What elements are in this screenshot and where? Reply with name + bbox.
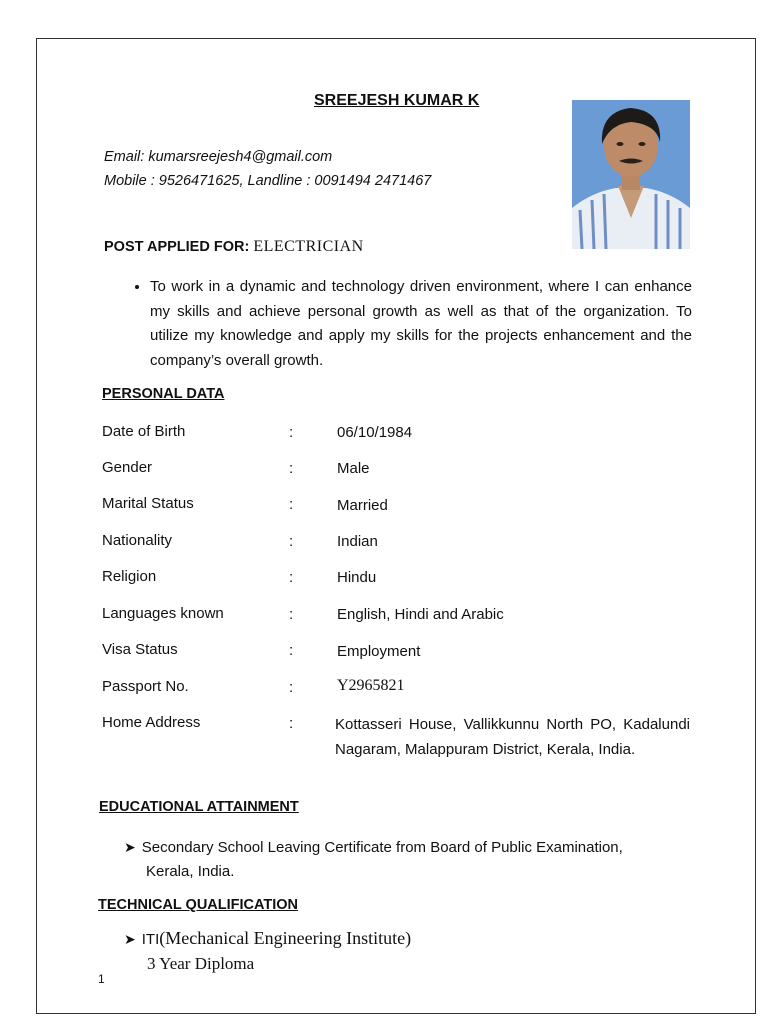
value-date-of-birth: 06/10/1984 [337, 424, 413, 441]
value-gender: Male [337, 460, 370, 477]
label-marital-status: Marital Status [102, 495, 194, 512]
technical-institute: (Mechanical Engineering Institute) [159, 928, 412, 948]
colon: : [289, 606, 294, 623]
label-home-address: Home Address [102, 714, 201, 731]
colon: : [289, 496, 294, 513]
profile-photo-icon [572, 100, 690, 249]
page-number: 1 [98, 972, 105, 986]
label-date-of-birth: Date of Birth [102, 423, 186, 440]
technical-duration: 3 Year Diploma [147, 954, 255, 973]
arrow-bullet-icon: ➤ [124, 931, 136, 947]
email-line: Email: kumarsreejesh4@gmail.com [104, 149, 333, 165]
education-line-2: Kerala, India. [146, 863, 235, 880]
phone-line: Mobile : 9526471625, Landline : 0091494 2471467 [104, 173, 432, 189]
post-applied-label: POST APPLIED FOR: [104, 239, 250, 255]
profile-photo [572, 100, 690, 249]
education-line-1: Secondary School Leaving Certificate from Board of Public Examination, [141, 839, 623, 856]
value-home-address: Kottasseri House, Vallikkunnu North PO, Kadalundi Nagaram, Malappuram District, Kerala, India. [335, 716, 690, 758]
colon: : [289, 533, 294, 550]
colon: : [289, 679, 294, 696]
value-passport-no: Y2965821 [337, 677, 405, 694]
technical-item [124, 928, 411, 949]
technical-iti: ITI [141, 931, 160, 948]
value-visa-status: Employment [337, 643, 421, 660]
personal-data-heading: PERSONAL DATA [102, 386, 225, 402]
education-heading: EDUCATIONAL ATTAINMENT [99, 799, 299, 815]
candidate-name: SREEJESH KUMAR K [314, 92, 480, 109]
post-applied [104, 238, 364, 256]
value-nationality: Indian [337, 533, 378, 550]
label-passport-no: Passport No. [102, 678, 189, 695]
colon: : [289, 715, 294, 732]
label-religion: Religion [102, 568, 157, 585]
value-marital-status: Married [337, 497, 388, 514]
value-languages-known: English, Hindi and Arabic [337, 606, 504, 623]
label-nationality: Nationality [102, 532, 173, 549]
value-religion: Hindu [337, 569, 377, 586]
post-applied-value: ELECTRICIAN [253, 238, 364, 255]
objective-text: • To work in a dynamic and technology driven environment, where I can enhance my skills and achieve personal growth as well as that of the organization. To utilize my knowledge and apply my skills for the projects enhancement and the company’s overall growth. [150, 275, 692, 373]
arrow-bullet-icon: ➤ [124, 839, 136, 855]
label-languages-known: Languages known [102, 605, 224, 622]
label-visa-status: Visa Status [102, 641, 178, 658]
objective-section [124, 275, 692, 373]
label-gender: Gender [102, 459, 153, 476]
colon: : [289, 424, 294, 441]
colon: : [289, 569, 294, 586]
technical-heading: TECHNICAL QUALIFICATION [98, 897, 299, 913]
education-item [124, 835, 690, 884]
colon: : [289, 460, 294, 477]
colon: : [289, 642, 294, 659]
